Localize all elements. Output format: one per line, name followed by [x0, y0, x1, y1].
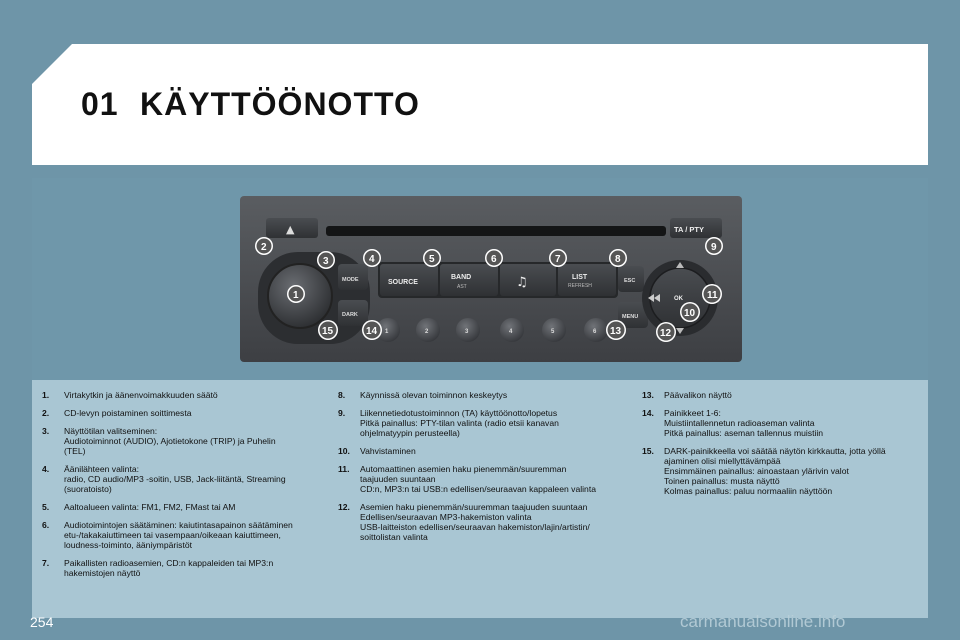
svg-text:12: 12 [660, 328, 672, 339]
callout-13 [606, 320, 626, 340]
page-title: KÄYTTÖÖNOTTO [140, 86, 420, 122]
legend-item-text: Päävalikon näyttö [664, 390, 732, 400]
legend-item-text: Pitkä painallus: aseman tallennus muistiin [664, 428, 824, 438]
chapter-number: 01 [81, 86, 119, 122]
svg-text:6: 6 [593, 329, 597, 335]
svg-text:2: 2 [425, 329, 429, 335]
legend-item-text: Edellisen/seuraavan MP3-hakemiston valinta [360, 512, 532, 522]
cd-slot [326, 226, 666, 236]
callout-11 [702, 284, 722, 304]
legend-item-text: Virtakytkin ja äänenvoimakkuuden säätö [64, 390, 218, 400]
legend-item-number: 14. [642, 408, 654, 418]
legend-item [338, 408, 628, 438]
svg-text:3: 3 [465, 329, 469, 335]
callout-3 [317, 251, 335, 269]
legend-item [42, 464, 332, 494]
svg-text:2: 2 [261, 242, 267, 253]
legend-item-number: 10. [338, 446, 350, 456]
legend-item-text: taajuuden suuntaan [360, 474, 436, 484]
svg-text:13: 13 [610, 326, 622, 337]
legend-item-text: CD-levyn poistaminen soittimesta [64, 408, 192, 418]
legend-item-text: Pitkä painallus: PTY-tilan valinta (radio etsii kanavan [360, 418, 559, 428]
legend-item [42, 426, 332, 456]
legend-item-text: ohjelmatyypin perusteella) [360, 428, 460, 438]
source-label: SOURCE [388, 279, 418, 286]
svg-text:3: 3 [323, 256, 329, 267]
legend-item-text: radio, CD audio/MP3 -soitin, USB, Jack-liitäntä, Streaming [64, 474, 286, 484]
list-label: LIST [572, 274, 588, 281]
legend-item-number: 1. [42, 390, 50, 400]
ast-label: AST [457, 284, 467, 290]
ok-label: OK [674, 296, 683, 302]
ta-pty-label: TA / PTY [674, 225, 704, 234]
legend-item-text: Vahvistaminen [360, 446, 416, 456]
legend-item-text: Audiotoimintojen säätäminen: kaiutintasapainon säätäminen [64, 520, 293, 530]
callout-9 [705, 237, 723, 255]
svg-text:10: 10 [684, 308, 696, 319]
svg-text:1: 1 [385, 329, 389, 335]
legend-item-text: CD:n, MP3:n tai USB:n edellisen/seuraavan kappaleen valinta [360, 484, 596, 494]
legend-item-text: Äänilähteen valinta: [64, 464, 140, 474]
legend-column-3 [642, 390, 922, 504]
esc-label: ESC [624, 278, 636, 284]
callout-4 [363, 249, 381, 267]
callout-14 [362, 320, 382, 340]
callout-10 [680, 302, 700, 322]
watermark: carmanualsonline.info [680, 612, 846, 631]
legend-item [42, 502, 332, 512]
audio-settings-button [500, 264, 556, 296]
callout-5 [423, 249, 441, 267]
svg-text:8: 8 [615, 254, 621, 265]
callout-8 [609, 249, 627, 267]
legend-item-text: hakemistojen näyttö [64, 568, 141, 578]
legend-item-text: Ensimmäinen painallus: ainoastaan ylärivin valot [664, 466, 849, 476]
callout-6 [485, 249, 503, 267]
callout-1 [287, 285, 305, 303]
legend-item-text: ajaminen olisi miellyttävämpää [664, 456, 781, 466]
legend-item-text: Liikennetiedotustoiminnon (TA) käyttöönotto/lopetus [360, 408, 558, 418]
svg-text:6: 6 [491, 254, 497, 265]
band-label: BAND [451, 274, 472, 281]
legend-item-number: 12. [338, 502, 350, 512]
legend-item-text: Automaattinen asemien haku pienemmän/suuremman [360, 464, 567, 474]
legend-item-text: (suoratoisto) [64, 484, 112, 494]
legend-item-number: 13. [642, 390, 654, 400]
legend-item [338, 446, 628, 456]
svg-text:1: 1 [293, 290, 299, 301]
svg-text:9: 9 [711, 242, 717, 253]
dark-label: DARK [342, 312, 358, 318]
legend-item-text: soittolistan valinta [360, 532, 428, 542]
legend-item-text: (TEL) [64, 446, 86, 456]
legend-item-text: etu-/takakaiuttimeen tai vasempaan/oikeaan kaiuttimeen, [64, 530, 281, 540]
legend-item-number: 2. [42, 408, 50, 418]
legend-column-2 [338, 390, 628, 550]
legend-item-number: 5. [42, 502, 50, 512]
legend-item-number: 7. [42, 558, 50, 568]
legend-item-text: Toinen painallus: musta näyttö [664, 476, 780, 486]
svg-text:4: 4 [369, 254, 375, 265]
legend-item [42, 558, 332, 578]
svg-text:15: 15 [322, 326, 334, 337]
legend-item-text: Kolmas painallus: paluu normaaliin näyttöön [664, 486, 833, 496]
legend-item [642, 446, 922, 496]
legend-item-number: 4. [42, 464, 50, 474]
legend-item-number: 8. [338, 390, 346, 400]
svg-text:14: 14 [366, 326, 378, 337]
legend-item [42, 408, 332, 418]
legend-item-text: Paikallisten radioasemien, CD:n kappaleiden tai MP3:n [64, 558, 274, 568]
legend-item-number: 11. [338, 464, 350, 474]
legend-item-text: loudness-toiminto, ääniympäristöt [64, 540, 193, 550]
legend-item-number: 3. [42, 426, 50, 436]
legend-item [338, 390, 628, 400]
legend-item-number: 9. [338, 408, 346, 418]
legend-item [338, 464, 628, 494]
legend-item-text: Näyttötilan valitseminen: [64, 426, 158, 436]
svg-text:11: 11 [707, 290, 718, 301]
legend-item [338, 502, 628, 542]
svg-text:5: 5 [429, 254, 435, 265]
music-note-icon: ♫ [516, 275, 528, 290]
callout-15 [318, 320, 338, 340]
legend-item-text: Audiotoiminnot (AUDIO), Ajotietokone (TRIP) ja Puhelin [64, 436, 276, 446]
legend-item [42, 520, 332, 550]
legend-item [42, 390, 332, 400]
legend-item-text: Muistiintallennetun radioaseman valinta [664, 418, 815, 428]
legend-item-text: Painikkeet 1-6: [664, 408, 721, 418]
legend-item-text: Asemien haku pienemmän/suuremman taajuuden suuntaan [360, 502, 588, 512]
legend-item-text: DARK-painikkeella voi säätää näytön kirkkautta, jotta yöllä [664, 446, 886, 456]
legend-item-number: 15. [642, 446, 654, 456]
legend-item-number: 6. [42, 520, 50, 530]
legend-item [642, 390, 922, 400]
eject-icon: ▲ [286, 223, 295, 236]
svg-text:7: 7 [555, 254, 561, 265]
page-number: 254 [30, 614, 54, 630]
callout-7 [549, 249, 567, 267]
callout-2 [255, 237, 273, 255]
callout-12 [656, 322, 676, 342]
refresh-label: REFRESH [568, 283, 592, 289]
legend-item-text: Käynnissä olevan toiminnon keskeytys [360, 390, 508, 400]
mode-label: MODE [342, 277, 359, 283]
legend-column-1 [42, 390, 332, 586]
radio-illustration [240, 196, 742, 362]
menu-label: MENU [622, 314, 639, 320]
svg-text:4: 4 [509, 329, 513, 335]
legend-item-text: Aaltoalueen valinta: FM1, FM2, FMast tai AM [64, 502, 236, 512]
legend-item-text: USB-laitteiston edellisen/seuraavan hakemiston/lajin/artistin/ [360, 522, 590, 532]
svg-text:5: 5 [551, 329, 555, 335]
legend-item [642, 408, 922, 438]
